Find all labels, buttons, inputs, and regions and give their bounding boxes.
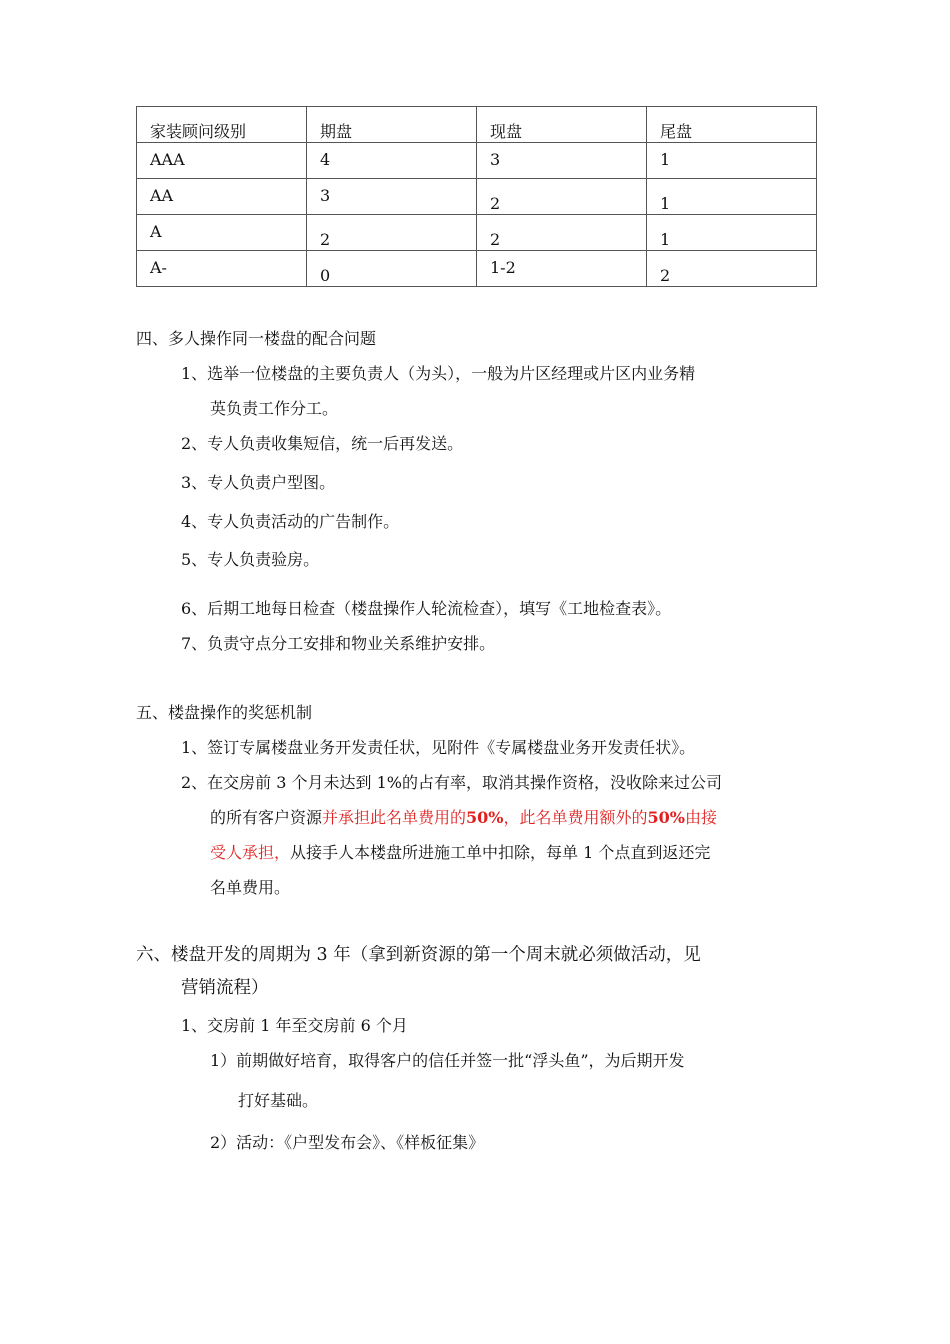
table-cell: 1 — [660, 194, 671, 213]
section6-heading-line1: 六、楼盘开发的周期为 3 年（拿到新资源的第一个周末就必须做活动，见 — [136, 945, 701, 965]
section6-heading-line2: 营销流程） — [181, 978, 269, 998]
text-segment: 的所有客户资源 — [210, 808, 323, 827]
section5-item1: 1、签订专属楼盘业务开发责任状，见附件《专属楼盘业务开发责任状》。 — [181, 738, 696, 757]
table-col-line — [476, 106, 477, 287]
table-header-tail: 尾盘 — [660, 122, 693, 141]
table-col-line — [646, 106, 647, 287]
section5-heading: 五、楼盘操作的奖惩机制 — [136, 703, 313, 722]
section5-item2-line4: 名单费用。 — [210, 878, 291, 897]
table-header-level: 家装顾问级别 — [150, 122, 247, 141]
table-cell: 1-2 — [490, 258, 516, 277]
table-cell: 1 — [660, 150, 671, 169]
section4-item1-line1: 1、选举一位楼盘的主要负责人（为头），一般为片区经理或片区内业务精 — [181, 364, 696, 383]
section6-sub1-1-line1: 1）前期做好培育，取得客户的信任并签一批“浮头鱼”，为后期开发 — [210, 1051, 685, 1070]
table-cell: 1 — [660, 230, 671, 249]
highlight-text: 受人承担， — [210, 843, 291, 862]
section4-item2: 2、专人负责收集短信，统一后再发送。 — [181, 434, 464, 453]
section5-item2-line3 — [210, 843, 710, 863]
table-border-left — [136, 106, 137, 287]
highlight-percent: 50% — [466, 808, 504, 827]
section4-heading: 四、多人操作同一楼盘的配合问题 — [136, 329, 377, 348]
section4-item5: 5、专人负责验房。 — [181, 550, 320, 569]
section4-item1-line2: 英负责工作分工。 — [210, 399, 339, 418]
section6-sub1-1-line2: 打好基础。 — [238, 1091, 319, 1110]
highlight-text: ，此名单费用额外的 — [503, 808, 648, 827]
table-cell: 2 — [660, 266, 671, 285]
section6-sub1: 1、交房前 1 年至交房前 6 个月 — [181, 1016, 408, 1035]
table-cell: A- — [150, 258, 167, 277]
section4-item7: 7、负责守点分工安排和物业关系维护安排。 — [181, 634, 496, 653]
text-segment: 从接手人本楼盘所进施工单中扣除，每单 1 个点直到返还完 — [290, 843, 711, 862]
table-cell: 2 — [490, 194, 501, 213]
level-table — [136, 106, 817, 287]
table-col-line — [306, 106, 307, 287]
section5-item2-line1: 2、在交房前 3 个月未达到 1%的占有率，取消其操作资格，没收除来过公司 — [181, 773, 723, 792]
section5-item2-line2 — [210, 808, 717, 828]
table-cell: 2 — [320, 230, 331, 249]
table-cell: AA — [150, 186, 174, 205]
section6-sub1-2: 2）活动：《户型发布会》、《样板征集》 — [210, 1133, 485, 1152]
highlight-text: 并承担此名单费用的 — [322, 808, 467, 827]
section4-item3: 3、专人负责户型图。 — [181, 473, 336, 492]
table-cell: 3 — [490, 150, 501, 169]
table-cell: 2 — [490, 230, 501, 249]
section4-item6: 6、后期工地每日检查（楼盘操作人轮流检查），填写《工地检查表》。 — [181, 599, 672, 618]
table-cell: A — [150, 222, 162, 241]
highlight-text: 由接 — [684, 808, 717, 827]
table-header-futures: 期盘 — [320, 122, 353, 141]
section4-item4: 4、专人负责活动的广告制作。 — [181, 512, 400, 531]
table-cell: 0 — [320, 266, 331, 285]
table-cell: 4 — [320, 150, 331, 169]
table-header-existing: 现盘 — [490, 122, 523, 141]
table-border-right — [816, 106, 817, 287]
table-cell: AAA — [150, 150, 185, 169]
table-cell: 3 — [320, 186, 331, 205]
highlight-percent: 50% — [647, 808, 685, 827]
